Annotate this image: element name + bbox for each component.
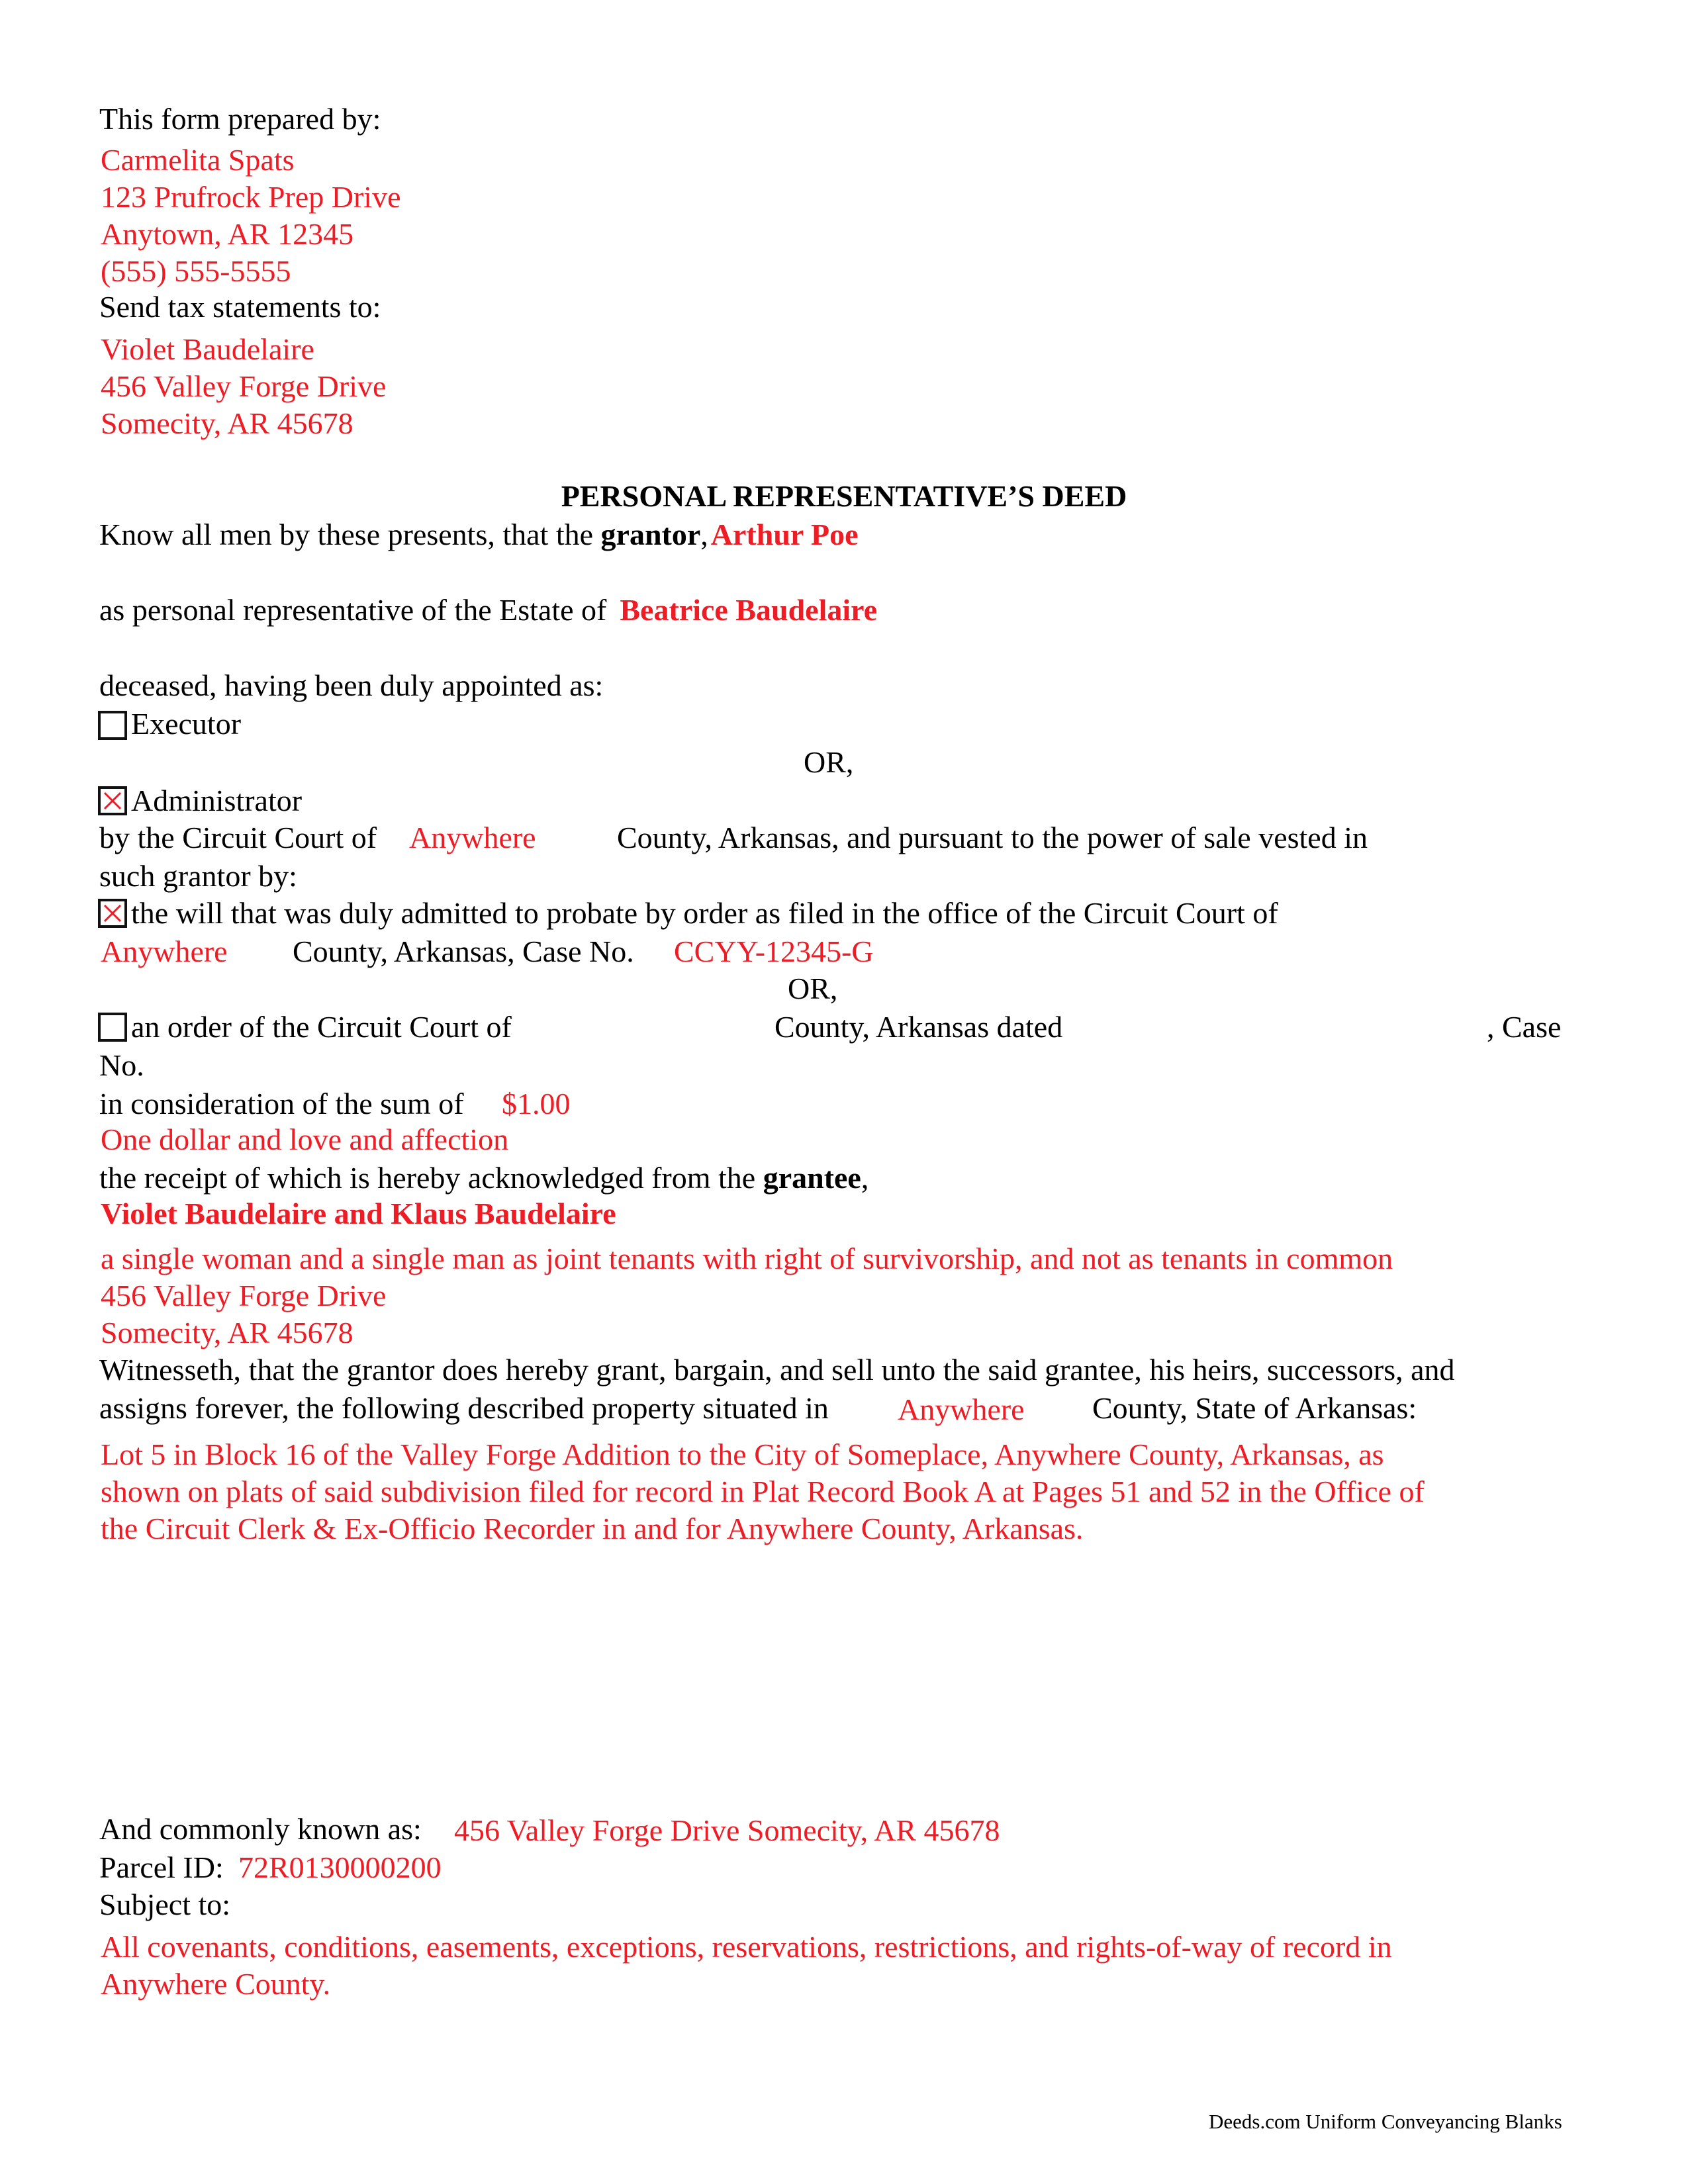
legal-line3: the Circuit Clerk & Ex-Officio Recorder in and for Anywhere County, Arkansas. [101, 1512, 1084, 1545]
order-no-text: No. [99, 1048, 144, 1082]
or-separator-1: OR, [804, 745, 854, 779]
will-county: Anywhere [101, 934, 228, 968]
consideration-amount: $1.00 [502, 1087, 571, 1120]
order-case-text: , Case [1487, 1010, 1562, 1044]
administrator-label: Administrator [131, 784, 303, 817]
appointed-text: deceased, having been duly appointed as: [99, 668, 604, 702]
tax-address1: 456 Valley Forge Drive [101, 369, 387, 403]
subject-line2: Anywhere County. [101, 1967, 331, 2001]
deed-title [0, 478, 1688, 515]
grantee-comma: , [861, 1161, 869, 1195]
deed-title-text: PERSONAL REPRESENTATIVE’S DEED [561, 479, 1127, 513]
preparer-address1: 123 Prufrock Prep Drive [101, 180, 401, 214]
estate-name: Beatrice Baudelaire [620, 593, 878, 627]
order-county-text: County, Arkansas dated [774, 1010, 1063, 1044]
subject-label: Subject to: [99, 1888, 231, 1921]
grantor-name: Arthur Poe [710, 518, 859, 551]
will-case-text: County, Arkansas, Case No. [293, 934, 634, 968]
parcel-label: Parcel ID: [99, 1850, 224, 1884]
executor-checkbox[interactable] [98, 711, 127, 740]
witness-line2: assigns forever, the following described property situated in [99, 1391, 829, 1425]
estate-text: as personal representative of the Estate of [99, 593, 607, 627]
grantee-label: grantee [763, 1161, 861, 1195]
consideration-description: One dollar and love and affection [101, 1122, 509, 1156]
grantee-receipt-text: the receipt of which is hereby acknowledged from the [99, 1161, 763, 1195]
order-checkbox[interactable] [98, 1013, 127, 1042]
will-checkbox[interactable] [98, 899, 127, 928]
grantor-label: grantor [600, 518, 701, 551]
administrator-checkbox[interactable] [98, 786, 127, 815]
witness-line2-end: County, State of Arkansas: [1092, 1391, 1417, 1425]
preparer-address2: Anytown, AR 12345 [101, 217, 354, 251]
witness-line1: Witnesseth, that the grantor does hereby grant, bargain, and sell unto the said grantee, his heirs, successors, and [99, 1353, 1455, 1387]
court-county: Anywhere [409, 821, 536, 854]
known-label: And commonly known as: [99, 1812, 422, 1846]
preparer-phone: (555) 555-5555 [101, 254, 291, 288]
grantee-line [99, 1160, 868, 1197]
court-line2: such grantor by: [99, 859, 297, 893]
footer-text: Deeds.com Uniform Conveyancing Blanks [1209, 2110, 1562, 2133]
grantee-address2: Somecity, AR 45678 [101, 1316, 353, 1349]
will-case-no: CCYY-12345-G [674, 934, 874, 968]
tax-label: Send tax statements to: [99, 290, 381, 324]
grantee-names: Violet Baudelaire and Klaus Baudelaire [101, 1197, 616, 1230]
subject-line1: All covenants, conditions, easements, exceptions, reservations, restrictions, and rights-of-way of record in [101, 1930, 1392, 1964]
known-address: 456 Valley Forge Drive Somecity, AR 45678 [454, 1813, 1000, 1847]
witness-county: Anywhere [898, 1392, 1025, 1426]
grantee-address1: 456 Valley Forge Drive [101, 1279, 387, 1312]
tax-address2: Somecity, AR 45678 [101, 406, 353, 440]
parcel-id: 72R0130000200 [238, 1850, 442, 1884]
preparer-name: Carmelita Spats [101, 143, 295, 177]
or-separator-2: OR, [788, 972, 838, 1005]
will-text: the will that was duly admitted to probate by order as filed in the office of the Circuit Court of [131, 896, 1278, 930]
consideration-text: in consideration of the sum of [99, 1087, 464, 1120]
order-text: an order of the Circuit Court of [131, 1010, 512, 1044]
court-suffix: County, Arkansas, and pursuant to the power of sale vested in [617, 821, 1368, 854]
grantor-comma: , [700, 518, 708, 551]
court-prefix: by the Circuit Court of [99, 821, 377, 854]
preparer-label: This form prepared by: [99, 102, 381, 136]
grantor-line [99, 516, 859, 553]
legal-line2: shown on plats of said subdivision filed for record in Plat Record Book A at Pages 51 and 52 in the Office of [101, 1475, 1425, 1508]
grantor-intro: Know all men by these presents, that the [99, 518, 601, 551]
executor-label: Executor [131, 707, 242, 741]
legal-line1: Lot 5 in Block 16 of the Valley Forge Addition to the City of Someplace, Anywhere County, Arkansas, as [101, 1437, 1384, 1471]
grantee-tenancy: a single woman and a single man as joint tenants with right of survivorship, and not as tenants in common [101, 1242, 1393, 1275]
estate-line [99, 592, 877, 629]
checkbox-x-icon [103, 792, 122, 810]
checkbox-x-icon [103, 904, 122, 923]
tax-name: Violet Baudelaire [101, 332, 314, 366]
